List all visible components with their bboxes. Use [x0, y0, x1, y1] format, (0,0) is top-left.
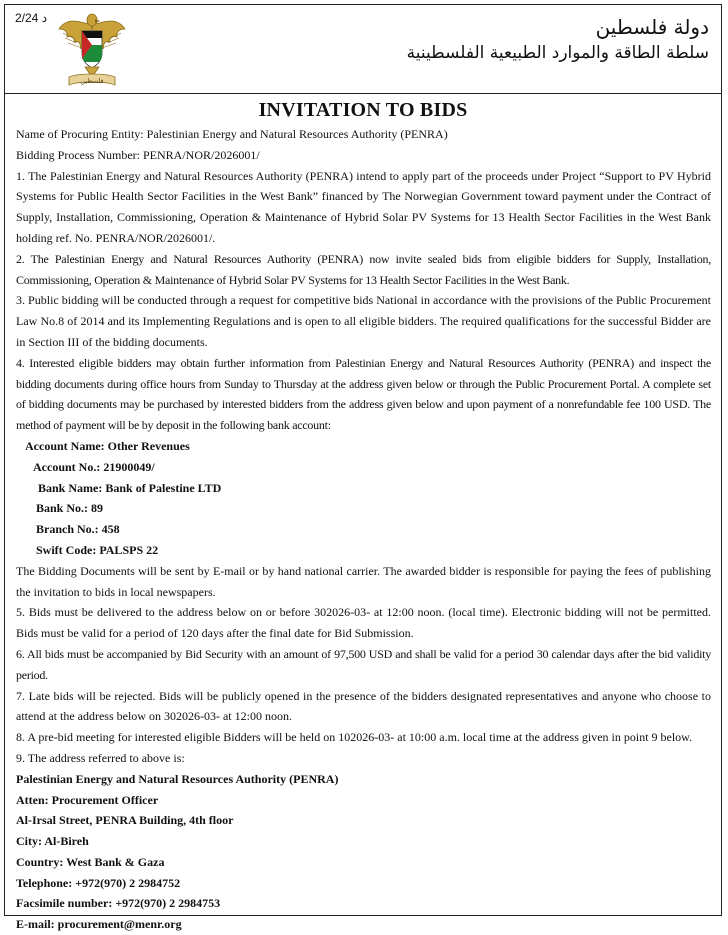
letterhead	[5, 5, 721, 95]
invitation-body	[5, 124, 721, 935]
authority-name-ar: سلطة الطاقة والموارد الطبيعية الفلسطينية	[406, 43, 709, 63]
paragraph-7: 7. Late bids will be rejected. Bids will be publicly opened in the presence of the bidders designated representatives and anyone who choose to attend at the address below on 302026-03- at 12:00 noon.	[16, 688, 711, 724]
paragraph-4: 4. Interested eligible bidders may obtain further information from Palestinian Energy and Natural Resources Authority (PENRA) and inspect the bidding documents during office hours from Sunday to Thursday at the address given below or through the Public Procurement Portal. A complete set of bidding documents may be purchased by interested bidders from the address given below and upon payment of a nonrefundable fee 100 USD. The method of payment will be by deposit in the following bank account:	[16, 355, 711, 433]
emblem-label: فلسطين	[80, 77, 104, 85]
paragraph-8: 8. A pre-bid meeting for interested eligible Bidders will be held on 102026-03- at 10:00 a.m. local time at the address given in point 9 below.	[16, 730, 693, 745]
address-street: Al-Irsal Street, PENRA Building, 4th floor	[16, 813, 234, 828]
account-number: Account No.: 21900049/	[33, 459, 155, 474]
bank-account-details	[16, 436, 711, 561]
account-name: Account Name: Other Revenues	[25, 438, 190, 453]
procuring-entity: Name of Procuring Entity: Palestinian Energy and Natural Resources Authority (PENRA)	[16, 127, 448, 141]
address-city: City: Al-Bireh	[16, 834, 89, 849]
address-email: E-mail: procurement@menr.org	[16, 917, 182, 932]
address-organization: Palestinian Energy and Natural Resources Authority (PENRA)	[16, 771, 339, 786]
paragraph-6: 6. All bids must be accompanied by Bid Security with an amount of 97,500 USD and shall be valid for a period 30 calendar days after the bid validity period.	[16, 646, 711, 682]
address-attention: Atten: Procurement Officer	[16, 792, 159, 807]
state-name-ar: دولة فلسطين	[595, 15, 709, 39]
bank-number: Bank No.: 89	[36, 501, 104, 516]
paragraph-9: 9. The address referred to above is:	[16, 750, 185, 765]
bid-invitation-page	[4, 4, 722, 932]
contact-address	[16, 769, 711, 935]
bidding-process-number: Bidding Process Number: PENRA/NOR/2026001/	[16, 147, 260, 162]
address-facsimile: Facsimile number: +972(970) 2 2984753	[16, 896, 221, 911]
header-divider	[5, 93, 721, 94]
branch-number: Branch No.: 458	[36, 522, 120, 537]
bank-name: Bank Name: Bank of Palestine LTD	[38, 480, 222, 495]
delivery-paragraph: The Bidding Documents will be sent by E-mail or by hand national carrier. The awarded bidder is responsible for paying the fees of publishing the invitation to bids in local newspapers.	[16, 563, 711, 599]
address-country: Country: West Bank & Gaza	[16, 854, 165, 869]
swift-code: Swift Code: PALSPS 22	[36, 542, 159, 557]
page-title: INVITATION TO BIDS	[258, 99, 468, 121]
arabic-letterhead	[407, 15, 709, 67]
address-telephone: Telephone: +972(970) 2 2984752	[16, 875, 181, 890]
paragraph-3: 3. Public bidding will be conducted through a request for competitive bids National in accordance with the provisions of the Public Procurement Law No.8 of 2014 and its Implementing Regulations and is open to all eligible bidders. The required qualifications for the successful Bidder are in Section III of the bidding documents.	[16, 293, 711, 349]
paragraph-1: 1. The Palestinian Energy and Natural Resources Authority (PENRA) intend to apply part of the proceeds under Project “Support to PV Hybrid Systems for Public Health Sector Facilities in the West Bank” financed by The Norwegian Government toward payment under the Contract of Supply, Installation, Commissioning, Operation & Maintenance of Hybrid Solar PV Systems for 13 Health Sector Facilities in the West Bank holding ref. No. PENRA/NOR/2026001/.	[16, 168, 711, 245]
paragraph-2: 2. The Palestinian Energy and Natural Resources Authority (PENRA) now invite sealed bids from eligible bidders for Supply, Installation, Commissioning, Operation & Maintenance of Hybrid Solar PV Systems for 13 Health Sector Facilities in the West Bank.	[16, 251, 711, 287]
reference-number: 2/24 د	[15, 11, 48, 25]
paragraph-5: 5. Bids must be delivered to the address below on or before 302026-03- at 12:00 noon. (local time). Electronic bidding will not be permitted. Bids must be valid for a period of 120 days after the final date for Bid Submission.	[16, 605, 711, 641]
palestine-eagle-emblem-icon	[55, 7, 129, 93]
